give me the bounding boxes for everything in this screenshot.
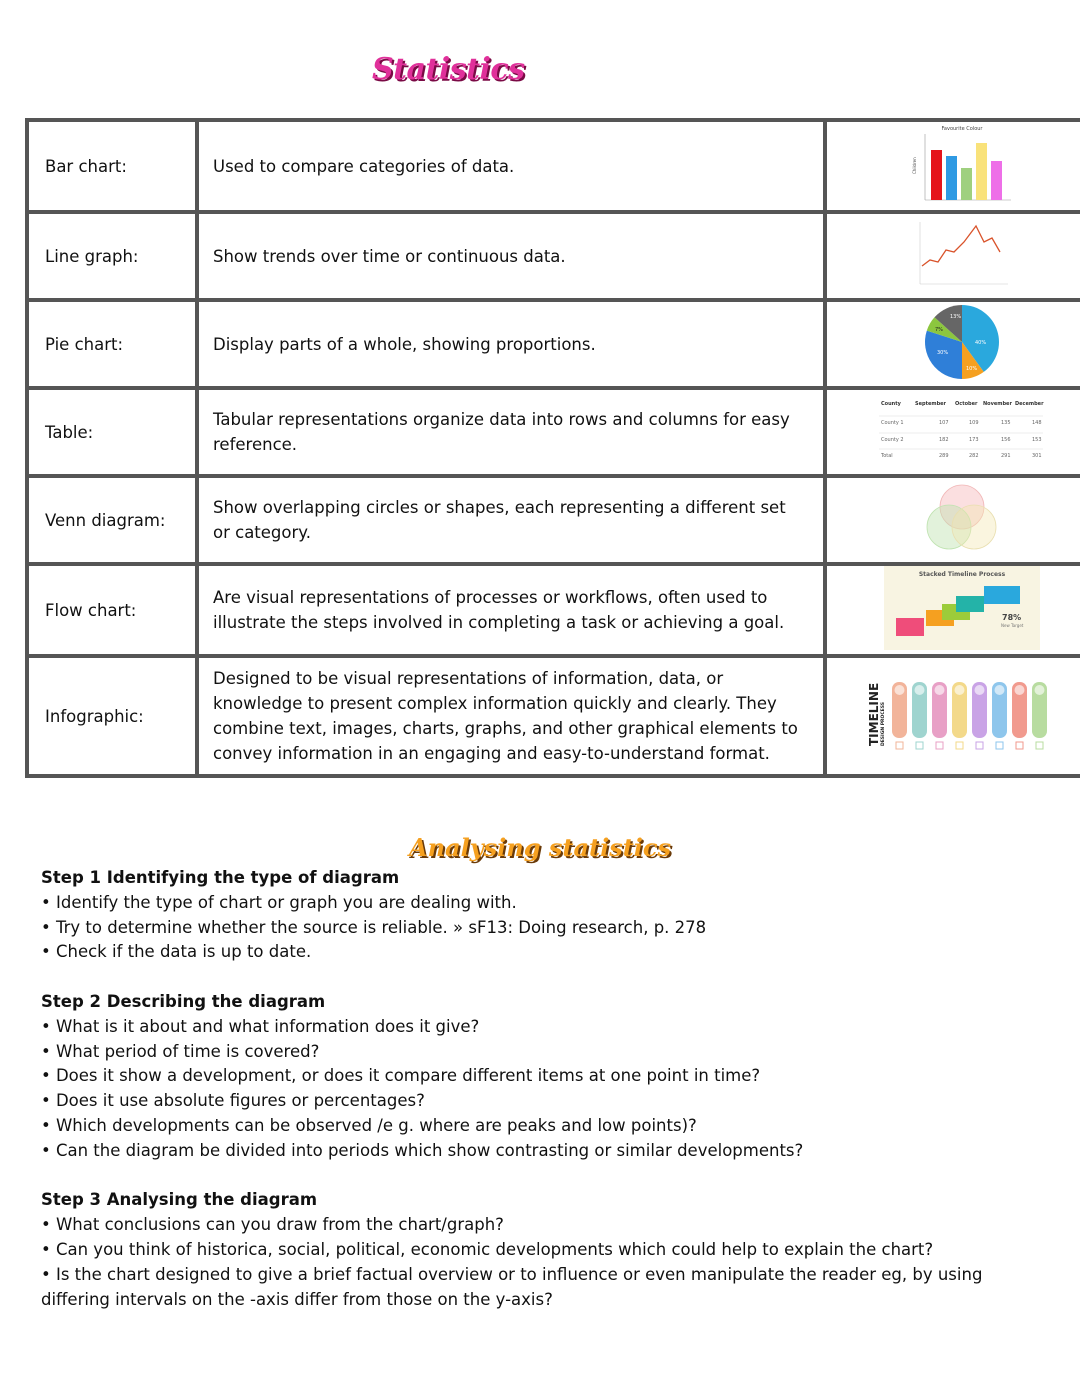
infographic-marker xyxy=(976,742,983,749)
step-item: • What period of time is covered? xyxy=(41,1041,320,1061)
pie-label: 7% xyxy=(935,327,943,333)
infographic-marker xyxy=(956,742,963,749)
infographic-marker xyxy=(916,742,923,749)
infographic-marker xyxy=(996,742,1003,749)
step-item: • Does it use absolute figures or percentages? xyxy=(41,1091,425,1111)
statistics-table xyxy=(25,118,1080,778)
step-block xyxy=(41,990,1041,1164)
row-label: Pie chart: xyxy=(27,300,197,388)
table-thumb-header: September xyxy=(915,401,946,407)
step-item: • Is the chart designed to give a brief factual overview or to influence or even manipulate the reader eg, by using differing intervals on the -axis differ from those on the y-axis? xyxy=(41,1264,983,1309)
infographic-thumb-title: TIMELINE xyxy=(867,682,881,746)
table-thumb-cell: 135 xyxy=(1001,420,1011,426)
infographic-pill-icon xyxy=(995,685,1005,695)
row-description: Display parts of a whole, showing proportions. xyxy=(197,300,825,388)
row-description: Show overlapping circles or shapes, each representing a different set or category. xyxy=(197,476,825,564)
table-thumb-cell: 182 xyxy=(939,437,949,443)
row-description: Are visual representations of processes or workflows, often used to illustrate the steps involved in completing a task or achieving a goal. xyxy=(197,564,825,656)
row-label: Line graph: xyxy=(27,212,197,300)
table-thumb-cell: 289 xyxy=(939,453,949,459)
step-heading: Step 1 Identifying the type of diagram xyxy=(41,868,400,887)
row-label: Infographic: xyxy=(27,656,197,776)
table-row xyxy=(27,656,1080,776)
bar-green xyxy=(961,168,972,200)
step-heading: Step 2 Describing the diagram xyxy=(41,991,326,1011)
flow-thumb-sub: New Target xyxy=(1001,623,1024,628)
infographic-thumbnail xyxy=(825,656,1080,776)
table-thumb-cell: 173 xyxy=(969,437,979,443)
table-row xyxy=(27,120,1080,212)
line-series xyxy=(922,226,1000,266)
analysing-title: Analysing statistics xyxy=(408,833,672,862)
step-item: • Does it show a development, or does it compare different items at one point in time? xyxy=(41,1066,761,1086)
step-item: • Try to determine whether the source is reliable. » sF13: Doing research, p. 278 xyxy=(41,917,707,937)
table-row xyxy=(27,388,1080,476)
table-thumb-cell: 282 xyxy=(969,453,979,459)
analysing-steps xyxy=(41,866,1041,1337)
table-thumb-header: December xyxy=(1015,401,1044,407)
bar-yellow xyxy=(976,143,987,200)
table-thumb-cell: 291 xyxy=(1001,453,1011,459)
row-description: Used to compare categories of data. xyxy=(197,120,825,212)
infographic-marker xyxy=(936,742,943,749)
table-thumb-header: County xyxy=(881,401,901,407)
page-title: Statistics xyxy=(372,52,525,87)
table-thumb-cell: Total xyxy=(881,453,893,459)
flow-step xyxy=(984,586,1020,604)
flow-step xyxy=(956,596,984,612)
pie-label: 40% xyxy=(975,340,987,346)
row-label: Venn diagram: xyxy=(27,476,197,564)
step-item: • Check if the data is up to date. xyxy=(41,942,312,962)
step-item: • Identify the type of chart or graph you are dealing with. xyxy=(41,892,517,912)
row-label: Table: xyxy=(27,388,197,476)
venn-diagram-thumbnail xyxy=(825,476,1080,564)
pie-label: 30% xyxy=(937,350,949,356)
step-block xyxy=(41,1188,1041,1312)
row-label: Flow chart: xyxy=(27,564,197,656)
row-description: Show trends over time or continuous data. xyxy=(197,212,825,300)
row-label: Bar chart: xyxy=(27,120,197,212)
infographic-pill-icon xyxy=(915,685,925,695)
bar-red xyxy=(931,150,942,200)
table-thumb-cell: 107 xyxy=(939,420,949,426)
table-thumb-header: October xyxy=(955,401,978,407)
infographic-marker xyxy=(1016,742,1023,749)
infographic-pill-icon xyxy=(975,685,985,695)
infographic-marker xyxy=(1036,742,1043,749)
pie-label: 13% xyxy=(950,314,962,320)
pie-chart-thumbnail xyxy=(825,300,1080,388)
infographic-pill-icon xyxy=(1015,685,1025,695)
table-thumb-cell: County 1 xyxy=(881,420,904,426)
flow-step xyxy=(896,618,924,636)
row-description: Tabular representations organize data into rows and columns for easy reference. xyxy=(197,388,825,476)
bar-thumb-title: Favourite Colour xyxy=(941,126,983,132)
table-thumb-cell: 109 xyxy=(969,420,979,426)
infographic-pill-icon xyxy=(895,685,905,695)
table-row xyxy=(27,212,1080,300)
table-thumbnail xyxy=(825,388,1080,476)
table-thumb-cell: County 2 xyxy=(881,437,904,443)
line-graph-thumbnail xyxy=(825,212,1080,300)
bar-chart-thumbnail xyxy=(825,120,1080,212)
flow-thumb-percent: 78% xyxy=(1002,613,1022,622)
infographic-pill-icon xyxy=(955,685,965,695)
table-row xyxy=(27,564,1080,656)
infographic-thumb-sub: DESIGN PROCESS xyxy=(881,702,886,746)
table-thumb-header: November xyxy=(983,401,1012,407)
flow-chart-thumbnail xyxy=(825,564,1080,656)
step-heading: Step 3 Analysing the diagram xyxy=(41,1190,318,1210)
flow-thumb-title: Stacked Timeline Process xyxy=(918,571,1006,578)
table-row xyxy=(27,300,1080,388)
table-row xyxy=(27,476,1080,564)
pie-label: 10% xyxy=(966,366,978,372)
step-item: • What is it about and what information does it give? xyxy=(41,1016,480,1036)
infographic-pill-icon xyxy=(935,685,945,695)
step-item: • Which developments can be observed /e g. where are peaks and low points)? xyxy=(41,1115,697,1135)
venn-circle-yellow xyxy=(952,505,996,549)
table-thumb-cell: 148 xyxy=(1032,420,1042,426)
infographic-pill-icon xyxy=(1035,685,1045,695)
bar-blue xyxy=(946,156,957,200)
table-thumb-cell: 301 xyxy=(1032,453,1042,459)
step-item: • Can the diagram be divided into periods which show contrasting or similar developments? xyxy=(41,1140,804,1160)
bar-pink xyxy=(991,161,1002,200)
step-item: • What conclusions can you draw from the chart/graph? xyxy=(41,1215,504,1235)
table-thumb-cell: 153 xyxy=(1032,437,1042,443)
row-description: Designed to be visual representations of information, data, or knowledge to present complex information quickly and clearly. They combine text, images, charts, graphs, and other graphical elements to convey information in an engaging and easy-to-understand format. xyxy=(197,656,825,776)
table-thumb-cell: 156 xyxy=(1001,437,1011,443)
step-item: • Can you think of historica, social, political, economic developments which could help to explain the chart? xyxy=(41,1239,934,1259)
bar-thumb-ylabel: Children xyxy=(912,157,917,174)
step-block xyxy=(41,866,1041,965)
infographic-marker xyxy=(896,742,903,749)
